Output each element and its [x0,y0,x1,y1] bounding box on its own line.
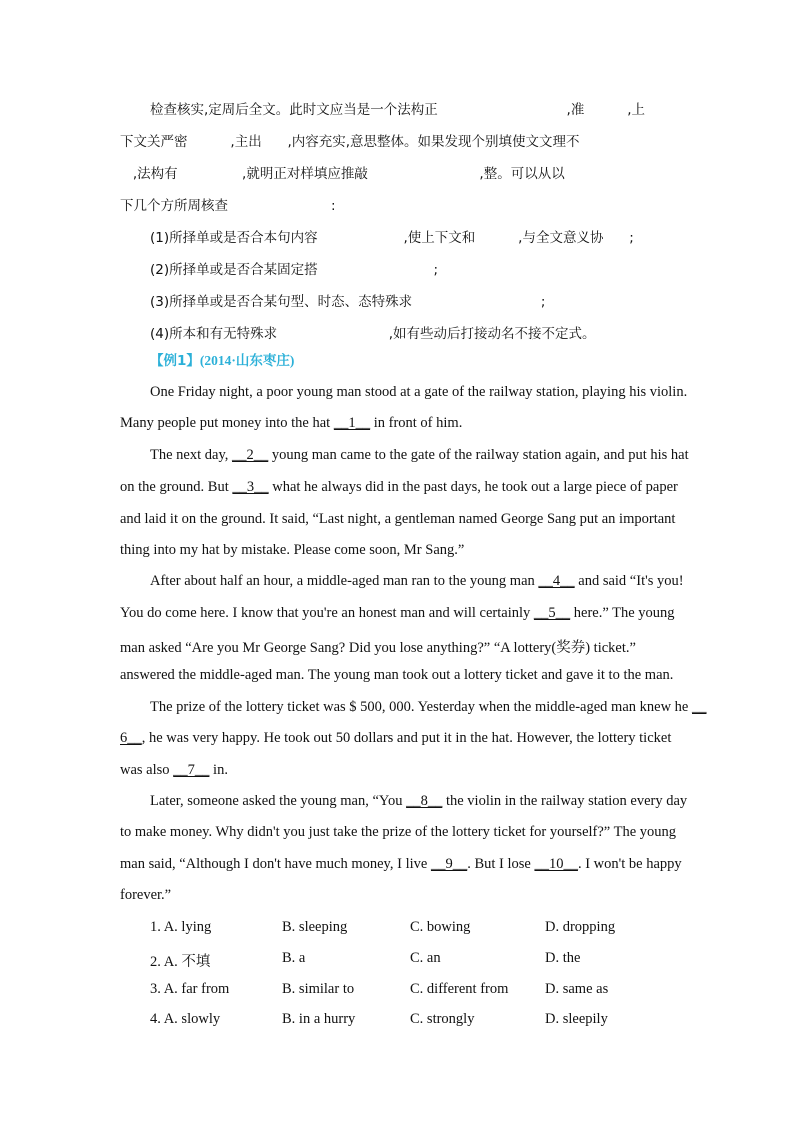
blank-5: __5__ [533,605,571,621]
intro-line-4: 下几个方所周核查 : [120,198,336,214]
option-q3-a: 3. A. far from [150,981,230,997]
passage-line: and laid it on the ground. It said, “Last night, a gentleman named George Sang put an important [120,511,676,527]
passage-line: 6__, he was very happy. He took out 50 dollars and put it in the hat. However, the lottery ticket [120,730,672,746]
blank-6-end: 6__ [120,730,142,746]
intro-line-1: 检查核实,定周后全文。此时文应当是一个法构正 ,准 ,上 [150,102,646,118]
passage-line: forever.” [120,887,172,903]
option-q3-c: C. different from [410,981,509,997]
option-q2-d: D. the [545,950,581,966]
blank-7: __7__ [173,762,210,778]
passage-line: The next day, __2__ young man came to the gate of the railway station again, and put his hat [150,447,689,463]
passage-line: After about half an hour, a middle-aged man ran to the young man __4__ and said “It's you! [150,573,684,589]
passage-line: on the ground. But __3__ what he always did in the past days, he took out a large piece of paper [120,479,678,495]
option-q4-c: C. strongly [410,1011,475,1027]
option-q2-c: C. an [410,950,441,966]
option-q3-d: D. same as [545,981,609,997]
passage-line: was also __7__ in. [120,762,228,778]
passage-line: thing into my hat by mistake. Please come soon, Mr Sang.” [120,542,465,558]
check-item-4: (4)所本和有无特殊求 ,如有些动后打接动名不接不定式。 [150,326,596,342]
option-q1-b: B. sleeping [282,919,348,935]
option-q4-d: D. sleepily [545,1011,608,1027]
passage-line: You do come here. I know that you're an honest man and will certainly __5__ here.” The young [120,605,675,621]
blank-6-start: __ [692,699,707,715]
passage-line: man said, “Although I don't have much money, I live __9__. But I lose __10__. I won't be happy [120,856,682,872]
example-heading [150,349,294,369]
blank-2: __2__ [232,447,269,463]
blank-8: __8__ [406,793,443,809]
option-q1-d: D. dropping [545,919,616,935]
passage-line: Later, someone asked the young man, “You __8__ the violin in the railway station every day [150,793,688,809]
passage-line: One Friday night, a poor young man stood at a gate of the railway station, playing his violin. [150,384,688,400]
passage-line: man asked “Are you Mr George Sang? Did you lose anything?” “A lottery(奖券) ticket.” [120,640,636,656]
option-q2-b: B. a [282,950,306,966]
option-q2-a: 2. A. 不填 [150,954,211,970]
option-q3-b: B. similar to [282,981,355,997]
intro-line-3: ,法构有 ,就明正对样填应推敲 ,整。可以从以 [120,166,565,182]
check-item-3: (3)所择单或是否合某句型、时态、态特殊求 ; [150,294,546,310]
passage-line: answered the middle-aged man. The young man took out a lottery ticket and gave it to the man. [120,667,674,683]
blank-10: __10__ [534,856,578,872]
example-label: 【例1】 [150,353,200,369]
passage-line: The prize of the lottery ticket was $ 500, 000. Yesterday when the middle-aged man knew he __ [150,699,707,715]
passage-line: to make money. Why didn't you just take the prize of the lottery ticket for yourself?” The young [120,824,677,840]
intro-line-2: 下文关严密 ,主出 ,内容充实,意思整体。如果发现个别填使文文理不 [120,134,580,150]
passage-line: Many people put money into the hat __1__ in front of him. [120,415,463,431]
blank-1: __1__ [333,415,371,431]
option-q1-a: 1. A. lying [150,919,212,935]
option-q1-c: C. bowing [410,919,471,935]
blank-3: __3__ [232,479,269,495]
check-item-2: (2)所择单或是否合某固定搭 ; [150,262,439,278]
check-item-1: (1)所择单或是否合本句内容 ,使上下文和 ,与全文意义协 ; [150,230,634,246]
option-q4-a: 4. A. slowly [150,1011,221,1027]
blank-9: __9__ [430,856,468,872]
option-q4-b: B. in a hurry [282,1011,356,1027]
blank-4: __4__ [538,573,575,589]
example-source: (2014·山东枣庄) [199,353,295,368]
